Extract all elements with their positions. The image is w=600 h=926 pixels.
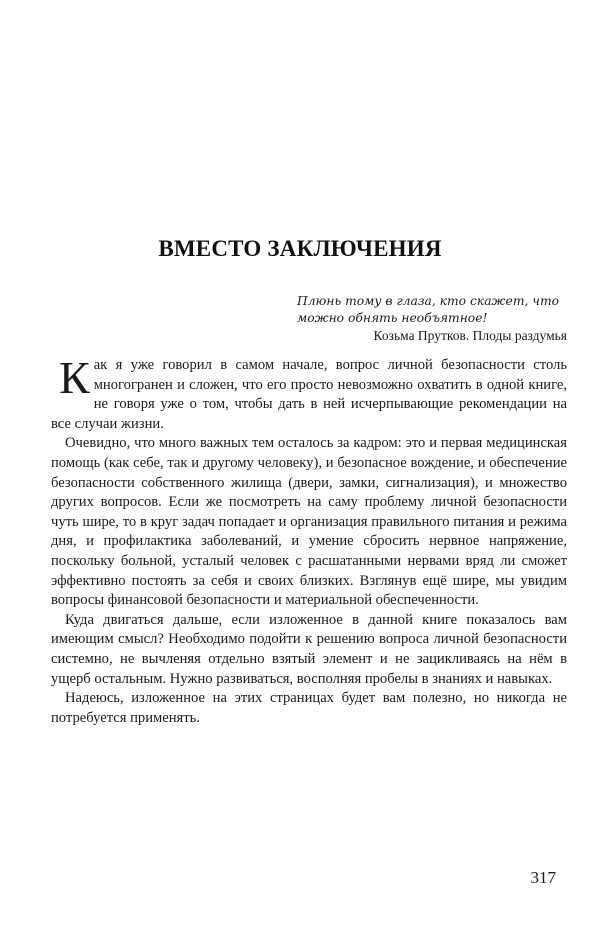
epigraph xyxy=(297,293,567,344)
epigraph-author: Козьма Прутков. Плоды раздумья xyxy=(373,328,567,343)
drop-cap: К xyxy=(59,352,90,403)
body-text xyxy=(51,352,567,728)
paragraph-2: Очевидно, что много важных тем осталось за кадром: это и первая медицинская помощь (как себе, так и другому человеку), и безопасное вождение, и обеспечение безопасности собственного жилища (двери, замки, сигнализация), и множество других вопросов. Если же посмотреть на саму проблему личной безопасности чуть шире, то в круг задач попадает и организация правильного питания и режима дня, и профилактика заболеваний, и умение сбросить нервное напряжение, поскольку больной, усталый человек с расшатанными нервами вряд ли сможет эффективно постоять за себя и своих близких. Взглянув ещё шире, мы увидим вопросы финансовой безопасности и материальной обеспеченности. xyxy=(51,435,567,609)
chapter-title: ВМЕСТО ЗАКЛЮЧЕНИЯ xyxy=(158,236,442,261)
paragraph-4: Надеюсь, изложенное на этих страницах будет вам полезно, но никогда не потребуется применять. xyxy=(51,690,567,726)
epigraph-quote: Плюнь тому в глаза, кто скажет, что можно обнять необъятное! xyxy=(297,294,560,325)
paragraph-3: Куда двигаться дальше, если изложенное в данной книге показалось вам имеющим смысл? Необходимо подойти к решению вопроса личной безопасности системно, не вычленяя отдельно взятый элемент и не зацикливаясь на нём в ущерб остальным. Нужно развиваться, восполняя пробелы в знаниях и навыках. xyxy=(51,611,567,687)
paragraph-1 xyxy=(51,352,567,434)
paragraph-1-text: ак я уже говорил в самом начале, вопрос личной безопасности столь многогранен и сложен, что его просто невозможно охватить в одной книге, не говоря уже о том, чтобы дать в ней исчерпывающие рекомендации на все случаи жизни. xyxy=(51,357,567,432)
page-number: 317 xyxy=(530,868,556,887)
